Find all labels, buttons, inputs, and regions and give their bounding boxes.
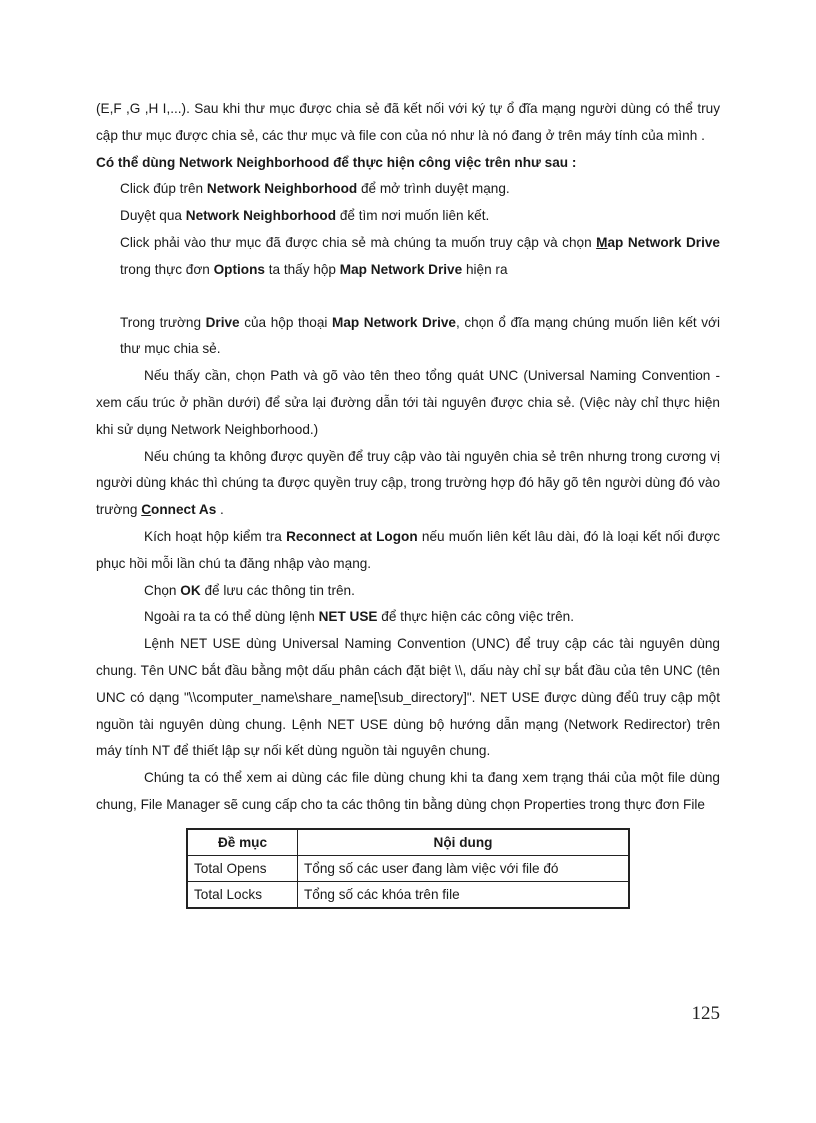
blank-line [96, 284, 720, 310]
table-cell: Total Opens [187, 855, 298, 881]
properties-table [186, 828, 630, 909]
table-row [187, 855, 629, 881]
table-cell: Tổng số các khóa trên file [298, 881, 630, 908]
paragraph-connect-as: Nếu chúng ta không được quyền để truy cập vào tài nguyên chia sẻ trên nhưng trong cương vị người dùng khác thì chúng ta được quyền truy cập, trong trường hợp đó hãy gõ tên người dùng đó vào trường Connect As . [96, 448, 720, 518]
table-header-cell: Nội dung [298, 829, 630, 856]
step-browse: Duyệt qua Network Neighborhood để tìm nơi muốn liên kết. [120, 208, 490, 224]
table-row [187, 881, 629, 908]
paragraph-ok: Chọn OK để lưu các thông tin trên. [144, 582, 355, 598]
paragraph-intro: (E,F ,G ,H I,...). Sau khi thư mục được chia sẻ đã kết nối với ký tự ổ đĩa mạng người dùng có thể truy cập thư mục được chia sẻ, các thư mục và file con của nó như là nó đang ở trên máy tính của mình . [96, 101, 720, 143]
paragraph-net-use: Ngoài ra ta có thể dùng lệnh NET USE để thực hiện các công việc trên. [144, 609, 574, 625]
step-double-click: Click đúp trên Network Neighborhood để mở trình duyệt mạng. [120, 181, 510, 197]
table-cell: Total Locks [187, 881, 298, 908]
document-body [96, 96, 720, 909]
section-heading: Có thể dùng Network Neighborhood để thực hiện công việc trên như sau : [96, 154, 577, 170]
paragraph-unc: Lệnh NET USE dùng Universal Naming Convention (UNC) để truy cập các tài nguyên dùng chung. Tên UNC bắt đầu bằng một dấu phân cách đặt biệt \\, dấu này chỉ sự bắt đầu của tên UNC (tên UNC có dạng "\\computer_name\share_name[\sub_directory]". NET USE được dùng đểû truy cập một nguồn tài nguyên dùng chung. Lệnh NET USE dùng bộ hướng dẫn mạng (Network Redirector) trên máy tính NT để thiết lập sự nối kết dùng nguồn tài nguyên chung. [96, 636, 720, 759]
paragraph-path: Nếu thấy cần, chọn Path và gõ vào tên theo tổng quát UNC (Universal Naming Convention - xem cấu trúc ở phần dưới) để sửa lại đường dẫn tới tài nguyên được chia sẻ. (Việc này chỉ thực hiện khi sử dụng Network Neighborhood.) [96, 368, 720, 437]
page-number: 125 [691, 1003, 720, 1024]
table-header-cell: Đề mục [187, 829, 298, 856]
paragraph-reconnect: Kích hoạt hộp kiểm tra Reconnect at Logon nếu muốn liên kết lâu dài, đó là loại kết nối được phục hồi mỗi lần chú ta đăng nhập vào mạng. [96, 528, 720, 571]
table-cell: Tổng số các user đang làm việc với file đó [298, 855, 630, 881]
table-header-row [187, 829, 629, 856]
step-right-click: Click phải vào thư mục đã được chia sẻ mà chúng ta muốn truy cập và chọn Map Network Drive trong thực đơn Options ta thấy hộp Map Network Drive hiện ra [120, 234, 720, 277]
paragraph-properties: Chúng ta có thể xem ai dùng các file dùng chung khi ta đang xem trạng thái của một file dùng chung, File Manager sẽ cung cấp cho ta các thông tin bằng dùng chọn Properties trong thực đơn File [96, 770, 720, 812]
step-drive-field: Trong trường Drive của hộp thoại Map Network Drive, chọn ổ đĩa mạng chúng muốn liên kết với thư mục chia sẻ. [120, 314, 720, 357]
